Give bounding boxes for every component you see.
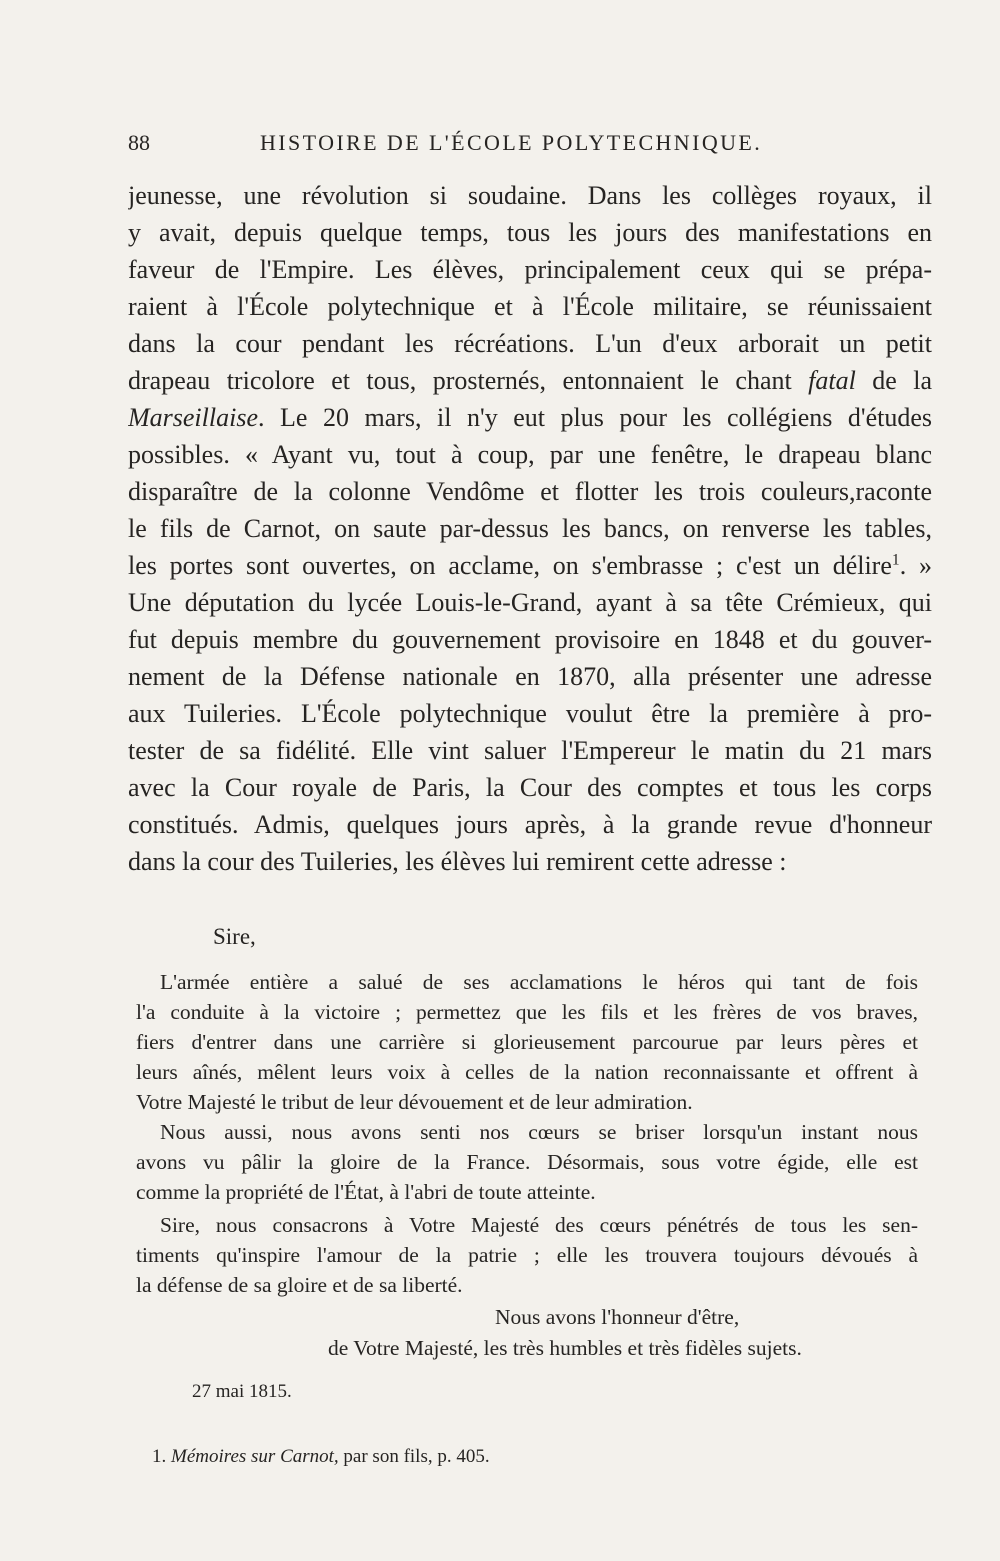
text-segment: . »	[899, 551, 932, 580]
text-segment: les portes sont ouvertes, on acclame, on s'embrasse ; c'est un délire	[128, 551, 892, 580]
letter-line: l'a conduite à la victoire ; permettez que les fils et les frères de vos braves,	[136, 1000, 918, 1024]
letter-line: Votre Majesté le tribut de leur dévouement et de leur admiration.	[136, 1090, 693, 1114]
text-line	[128, 548, 932, 584]
text-line: constitués. Admis, quelques jours après, à la grande revue d'honneur	[128, 810, 932, 839]
footnote-marker: 1	[891, 551, 900, 569]
text-line: raient à l'École polytechnique et à l'École militaire, se réunissaient	[128, 292, 932, 321]
text-line: tester de sa fidélité. Elle vint saluer l'Empereur le matin du 21 mars	[128, 736, 932, 765]
text-line: faveur de l'Empire. Les élèves, principalement ceux qui se prépa-	[128, 255, 932, 284]
letter-salutation: Sire,	[213, 924, 256, 949]
text-line: Une députation du lycée Louis-le-Grand, ayant à sa tête Crémieux, qui	[128, 588, 932, 617]
letter-date: 27 mai 1815.	[192, 1381, 292, 1402]
footnote-title: Mémoires sur Carnot,	[171, 1446, 339, 1467]
letter-line: comme la propriété de l'État, à l'abri de toute atteinte.	[136, 1180, 596, 1204]
letter-line: leurs aînés, mêlent leurs voix à celles de la nation reconnaissante et offrent à	[136, 1060, 918, 1084]
letter-line: Sire, nous consacrons à Votre Majesté des cœurs pénétrés de tous les sen-	[160, 1213, 918, 1237]
text-line	[128, 400, 932, 436]
footnote-text: par son fils, p. 405.	[338, 1446, 490, 1467]
text-line: dans la cour pendant les récréations. L'un d'eux arborait un petit	[128, 329, 932, 358]
letter-line: Nous aussi, nous avons senti nos cœurs se briser lorsqu'un instant nous	[160, 1120, 918, 1144]
text-line: le fils de Carnot, on saute par-dessus les bancs, on renverse les tables,	[128, 514, 932, 543]
page-header	[128, 124, 930, 164]
italic-word: Marseillaise	[128, 403, 258, 432]
text-line: jeunesse, une révolution si soudaine. Dans les collèges royaux, il	[128, 181, 932, 210]
footnote-number: 1.	[152, 1446, 167, 1467]
text-line: fut depuis membre du gouvernement provisoire en 1848 et du gouver-	[128, 625, 932, 654]
text-line: dans la cour des Tuileries, les élèves lui remirent cette adresse :	[128, 847, 787, 876]
letter-line: L'armée entière a salué de ses acclamations le héros qui tant de fois	[160, 970, 918, 994]
text-line: disparaître de la colonne Vendôme et flotter les trois couleurs,raconte	[128, 477, 932, 506]
text-line	[128, 363, 932, 399]
running-title: HISTOIRE DE L'ÉCOLE POLYTECHNIQUE.	[260, 130, 763, 155]
text-segment: . Le 20 mars, il n'y eut plus pour les collégiens d'études	[258, 403, 932, 432]
letter-line: timents qu'inspire l'amour de la patrie ; elle les trouvera toujours dévoués à	[136, 1243, 918, 1267]
letter-closing: Nous avons l'honneur d'être,	[495, 1305, 740, 1329]
text-line: avec la Cour royale de Paris, la Cour des comptes et tous les corps	[128, 773, 932, 802]
text-line: possibles. « Ayant vu, tout à coup, par une fenêtre, le drapeau blanc	[128, 440, 932, 469]
italic-word: fatal	[808, 366, 856, 395]
text-line: nement de la Défense nationale en 1870, alla présenter une adresse	[128, 662, 932, 691]
text-line: aux Tuileries. L'École polytechnique voulut être la première à pro-	[128, 699, 932, 728]
text-segment: de la	[855, 366, 932, 395]
letter-line: la défense de sa gloire et de sa liberté.	[136, 1273, 463, 1297]
text-segment: drapeau tricolore et tous, prosternés, entonnaient le chant	[128, 366, 809, 395]
page-number: 88	[128, 130, 150, 155]
letter-line: avons vu pâlir la gloire de la France. Désormais, sous votre égide, elle est	[136, 1150, 918, 1174]
letter-line: fiers d'entrer dans une carrière si glorieusement parcourue par leurs pères et	[136, 1030, 918, 1054]
text-line: y avait, depuis quelque temps, tous les jours des manifestations en	[128, 218, 932, 247]
letter-closing: de Votre Majesté, les très humbles et très fidèles sujets.	[328, 1336, 802, 1360]
footnote	[152, 1442, 956, 1472]
